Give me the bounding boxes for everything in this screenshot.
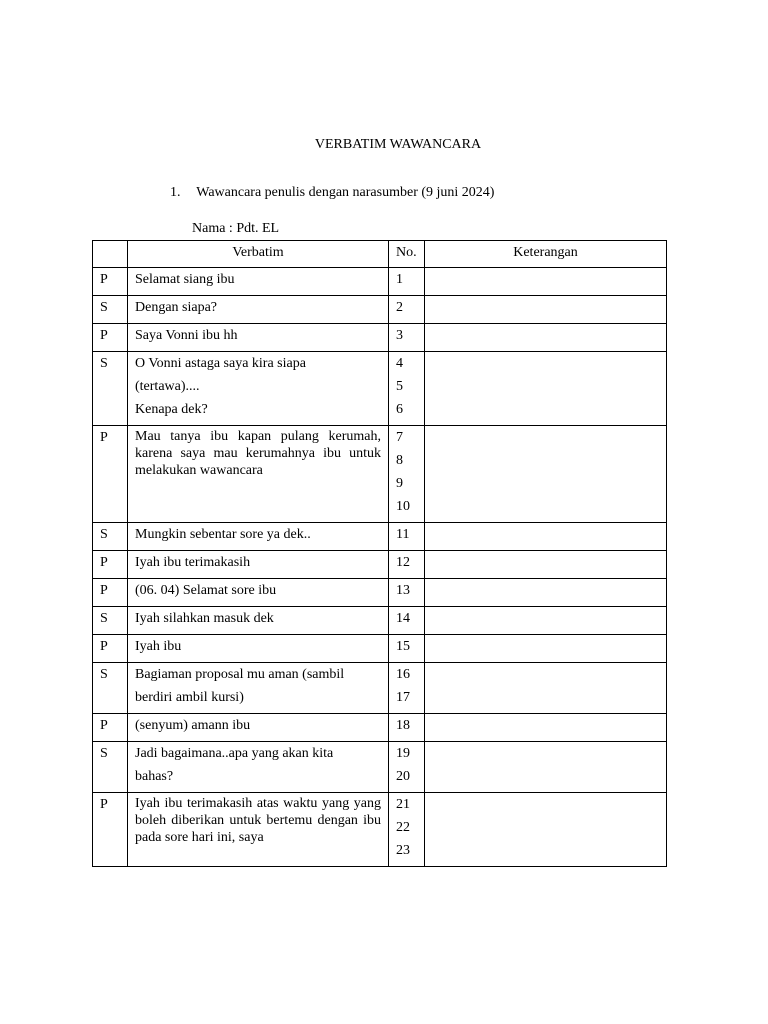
line-number: 22 xyxy=(396,820,410,835)
speaker-cell xyxy=(93,426,128,523)
header-verbatim: Verbatim xyxy=(128,241,389,268)
table-row xyxy=(93,663,667,714)
verbatim-cell xyxy=(128,714,389,742)
keterangan-cell xyxy=(425,663,667,714)
speaker-label: S xyxy=(100,746,108,761)
line-number-cell xyxy=(389,324,425,352)
line-number-cell xyxy=(389,268,425,296)
line-number: 8 xyxy=(396,453,403,468)
line-number: 11 xyxy=(396,527,410,542)
speaker-cell xyxy=(93,296,128,324)
line-number-cell xyxy=(389,352,425,426)
verbatim-cell xyxy=(128,793,389,867)
list-item-number: 1. xyxy=(170,185,181,200)
verbatim-line: Kenapa dek? xyxy=(135,402,208,417)
table-row xyxy=(93,579,667,607)
line-number-cell xyxy=(389,296,425,324)
speaker-label: S xyxy=(100,667,108,682)
verbatim-line: berdiri ambil kursi) xyxy=(135,690,244,705)
line-number: 12 xyxy=(396,555,410,570)
verbatim-cell xyxy=(128,352,389,426)
verbatim-line: Iyah silahkan masuk dek xyxy=(135,611,274,626)
keterangan-cell xyxy=(425,579,667,607)
keterangan-cell xyxy=(425,296,667,324)
verbatim-line: Jadi bagaimana..apa yang akan kita xyxy=(135,746,334,761)
verbatim-line: Dengan siapa? xyxy=(135,300,218,315)
speaker-label: S xyxy=(100,611,108,626)
speaker-cell xyxy=(93,579,128,607)
speaker-cell xyxy=(93,714,128,742)
line-number: 20 xyxy=(396,769,410,784)
speaker-label: P xyxy=(100,328,108,343)
verbatim-line: (06. 04) Selamat sore ibu xyxy=(135,583,277,598)
line-number-cell xyxy=(389,551,425,579)
table-row xyxy=(93,714,667,742)
verbatim-line: Iyah ibu xyxy=(135,639,182,654)
speaker-label: P xyxy=(100,639,108,654)
verbatim-cell xyxy=(128,426,389,523)
speaker-cell xyxy=(93,324,128,352)
verbatim-cell xyxy=(128,663,389,714)
keterangan-cell xyxy=(425,714,667,742)
line-number-cell xyxy=(389,523,425,551)
speaker-label: P xyxy=(100,797,108,812)
speaker-label: P xyxy=(100,718,108,733)
line-number: 21 xyxy=(396,797,410,812)
line-number: 4 xyxy=(396,356,403,371)
keterangan-cell xyxy=(425,793,667,867)
line-number: 2 xyxy=(396,300,403,315)
line-number: 10 xyxy=(396,499,410,514)
speaker-label: P xyxy=(100,555,108,570)
verbatim-cell xyxy=(128,523,389,551)
table-header-row xyxy=(93,241,667,268)
verbatim-line: Iyah ibu terimakasih xyxy=(135,555,251,570)
table-row xyxy=(93,268,667,296)
speaker-label: P xyxy=(100,583,108,598)
interviewee-name: Nama : Pdt. EL xyxy=(192,221,280,236)
keterangan-cell xyxy=(425,551,667,579)
keterangan-cell xyxy=(425,426,667,523)
speaker-cell xyxy=(93,663,128,714)
line-number: 17 xyxy=(396,690,410,705)
table-row xyxy=(93,742,667,793)
verbatim-cell xyxy=(128,296,389,324)
line-number: 1 xyxy=(396,272,403,287)
header-keterangan: Keterangan xyxy=(425,241,667,268)
verbatim-line: O Vonni astaga saya kira siapa xyxy=(135,356,306,371)
header-number: No. xyxy=(389,241,425,268)
verbatim-line: Selamat siang ibu xyxy=(135,272,235,287)
speaker-label: P xyxy=(100,430,108,445)
line-number: 15 xyxy=(396,639,410,654)
line-number-cell xyxy=(389,714,425,742)
speaker-cell xyxy=(93,268,128,296)
verbatim-paragraph: Mau tanya ibu kapan pulang kerumah, karena saya mau kerumahnya ibu untuk melakukan wawancara xyxy=(135,429,381,478)
line-number-cell xyxy=(389,607,425,635)
keterangan-cell xyxy=(425,268,667,296)
speaker-cell xyxy=(93,742,128,793)
table-row xyxy=(93,523,667,551)
speaker-label: S xyxy=(100,527,108,542)
line-number-cell xyxy=(389,793,425,867)
speaker-label: S xyxy=(100,356,108,371)
verbatim-line: Mungkin sebentar sore ya dek.. xyxy=(135,527,311,542)
header-speaker xyxy=(93,241,128,268)
keterangan-cell xyxy=(425,352,667,426)
table-body xyxy=(93,268,667,867)
line-number-cell xyxy=(389,426,425,523)
table-row xyxy=(93,352,667,426)
document-title: VERBATIM WAWANCARA xyxy=(314,137,482,152)
verbatim-line: bahas? xyxy=(135,769,174,784)
verbatim-cell xyxy=(128,551,389,579)
keterangan-cell xyxy=(425,635,667,663)
speaker-cell xyxy=(93,523,128,551)
verbatim-table xyxy=(92,240,667,867)
list-item-text: Wawancara penulis dengan narasumber (9 juni 2024) xyxy=(196,185,495,200)
speaker-cell xyxy=(93,551,128,579)
verbatim-line: Bagiaman proposal mu aman (sambil xyxy=(135,667,345,682)
speaker-cell xyxy=(93,352,128,426)
keterangan-cell xyxy=(425,607,667,635)
line-number: 9 xyxy=(396,476,403,491)
verbatim-line: (senyum) amann ibu xyxy=(135,718,251,733)
table-row xyxy=(93,426,667,523)
line-number-cell xyxy=(389,579,425,607)
verbatim-cell xyxy=(128,635,389,663)
line-number: 18 xyxy=(396,718,410,733)
verbatim-cell xyxy=(128,324,389,352)
table-row xyxy=(93,296,667,324)
keterangan-cell xyxy=(425,324,667,352)
line-number: 19 xyxy=(396,746,410,761)
line-number: 3 xyxy=(396,328,403,343)
line-number: 13 xyxy=(396,583,410,598)
table-row xyxy=(93,635,667,663)
line-number-cell xyxy=(389,742,425,793)
table-row xyxy=(93,551,667,579)
verbatim-paragraph: Iyah ibu terimakasih atas waktu yang yang boleh diberikan untuk bertemu dengan ibu pada sore hari ini, saya xyxy=(135,796,381,845)
table-row xyxy=(93,793,667,867)
table-row xyxy=(93,324,667,352)
speaker-label: P xyxy=(100,272,108,287)
list-item-interview xyxy=(170,185,494,201)
keterangan-cell xyxy=(425,742,667,793)
verbatim-cell xyxy=(128,268,389,296)
verbatim-line: (tertawa).... xyxy=(135,379,200,394)
speaker-cell xyxy=(93,607,128,635)
keterangan-cell xyxy=(425,523,667,551)
verbatim-cell xyxy=(128,607,389,635)
line-number: 6 xyxy=(396,402,403,417)
line-number: 23 xyxy=(396,843,410,858)
verbatim-cell xyxy=(128,579,389,607)
line-number: 14 xyxy=(396,611,410,626)
speaker-cell xyxy=(93,635,128,663)
line-number-cell xyxy=(389,635,425,663)
line-number-cell xyxy=(389,663,425,714)
verbatim-cell xyxy=(128,742,389,793)
line-number: 16 xyxy=(396,667,410,682)
table-row xyxy=(93,607,667,635)
speaker-cell xyxy=(93,793,128,867)
verbatim-line: Saya Vonni ibu hh xyxy=(135,328,238,343)
speaker-label: S xyxy=(100,300,108,315)
line-number: 5 xyxy=(396,379,403,394)
line-number: 7 xyxy=(396,430,403,445)
